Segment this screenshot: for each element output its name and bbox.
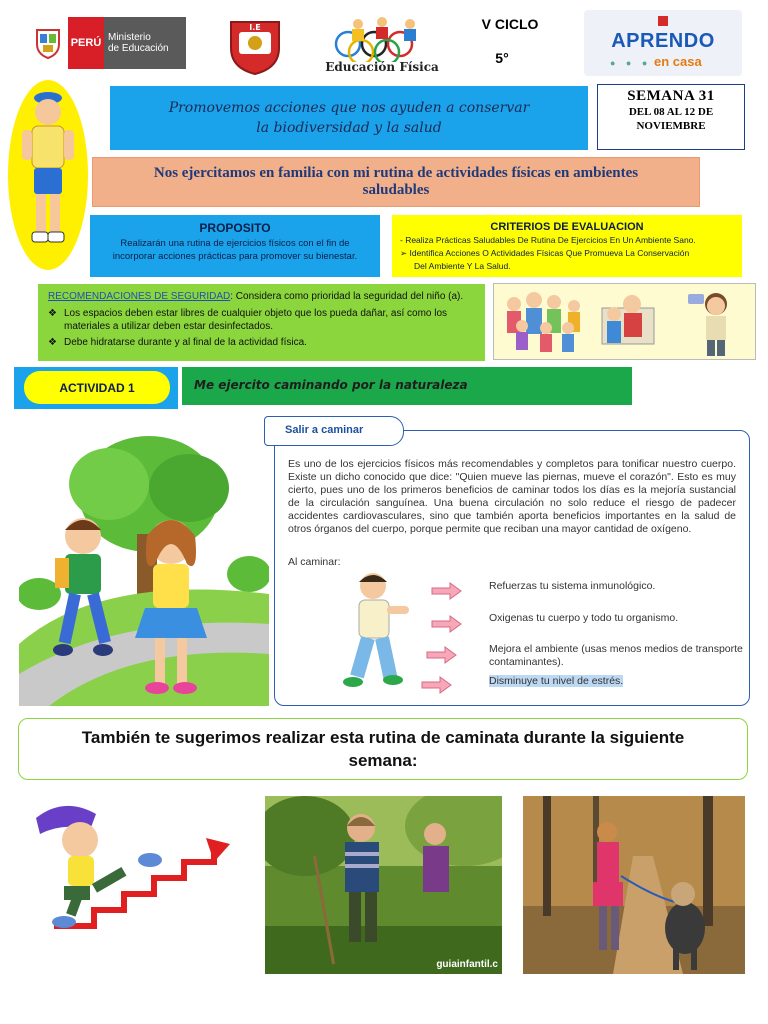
safety-item-2: ❖ Debe hidratarse durante y al final de la actividad física. bbox=[48, 336, 475, 349]
walk-card-intro: Al caminar: bbox=[288, 556, 341, 568]
coach-illustration bbox=[8, 80, 88, 270]
week-dates-line2: NOVIEMBRE bbox=[636, 120, 706, 132]
walk-card-paragraph: Es uno de los ejercicios físicos más recomendables y completos para tonificar nuestro cuerpo. Existe un dicho conocido que dice: "Quien mueve las piernas, mueve el corazón". Esto es muy cierto, pues uno de los primeros beneficios de caminar todos los días es la mejoría sustancial de la circulación sanguínea. Una buena circulación no solo reduce el riesgo de padecer accidentes cardiovasculares, sino que también aporta beneficios importantes en la salud de otros órganos del cuerpo, porque permite que reciban una mayor cantidad de oxígeno. bbox=[288, 458, 736, 536]
ministry-name: Ministerio de Educación bbox=[108, 32, 169, 54]
arrow-right-icon bbox=[430, 615, 462, 633]
theme-line1: Promovemos acciones que nos ayuden a conservar bbox=[168, 100, 530, 116]
walk-card-tab bbox=[264, 416, 404, 446]
walk-card-tab-label: Salir a caminar bbox=[285, 424, 364, 436]
benefit-item-4: Disminuye tu nivel de estrés. bbox=[489, 675, 624, 687]
grade-label: 5° bbox=[495, 50, 509, 66]
coat-of-arms-icon bbox=[28, 17, 68, 69]
walking-boy-illustration bbox=[335, 568, 415, 696]
cycle-label: V CICLO bbox=[481, 16, 539, 32]
benefit-item-1: Refuerzas tu sistema inmunológico. bbox=[489, 580, 656, 592]
children-hiking-photo bbox=[265, 796, 502, 974]
boy-climbing-stairs-illustration bbox=[24, 800, 234, 930]
suggestion-box: También te sugerimos realizar esta rutina de caminata durante la siguiente semana: bbox=[18, 718, 748, 780]
photo-watermark: guiainfantil.c bbox=[436, 959, 498, 970]
safety-recommendations bbox=[38, 284, 485, 361]
physical-education-logo bbox=[318, 14, 446, 76]
safety-heading-text: : Considera como prioridad la seguridad del niño (a). bbox=[230, 291, 464, 302]
arrow-right-icon bbox=[425, 646, 457, 664]
criteria-box bbox=[392, 215, 742, 277]
benefit-item-3: Mejora el ambiente (usas menos medios de transporte contaminantes). bbox=[489, 643, 743, 669]
arrow-right-icon bbox=[430, 582, 462, 600]
aprendo-en-casa-logo bbox=[584, 10, 742, 76]
criteria-item-1: - Realiza Prácticas Saludables De Rutina De Ejercicios En Un Ambiente Sano. bbox=[400, 235, 696, 245]
criteria-title: CRITERIOS DE EVALUACION bbox=[490, 221, 644, 233]
family-hygiene-illustration bbox=[493, 283, 756, 360]
subtitle-banner: Nos ejercitamos en familia con mi rutina de actividades físicas en ambientes saludables bbox=[92, 157, 700, 207]
purpose-box bbox=[90, 215, 380, 277]
program-title: APRENDO bbox=[611, 30, 715, 52]
shield-icon bbox=[656, 14, 670, 28]
ministry-logo bbox=[28, 17, 186, 69]
activity-label: ACTIVIDAD 1 bbox=[24, 371, 170, 404]
kids-walking-illustration bbox=[19, 424, 269, 706]
theme-banner bbox=[110, 86, 588, 150]
school-crest-icon bbox=[225, 18, 285, 76]
dots-decoration: ● ● ● bbox=[610, 58, 652, 68]
criteria-item-2-cont: Del Ambiente Y La Salud. bbox=[414, 261, 511, 271]
activity-title: Me ejercito caminando por la naturaleza bbox=[194, 378, 468, 392]
svg-text:I.E: I.E bbox=[249, 23, 261, 32]
benefit-item-2: Oxigenas tu cuerpo y todo tu organismo. bbox=[489, 612, 679, 624]
subject-label: Educación Física bbox=[325, 60, 439, 74]
purpose-title: PROPOSITO bbox=[199, 221, 271, 235]
arrow-right-icon bbox=[420, 676, 452, 694]
week-dates-line1: DEL 08 AL 12 DE bbox=[628, 106, 714, 118]
program-subtitle: en casa bbox=[654, 54, 702, 69]
activity-badge bbox=[14, 367, 178, 409]
week-box bbox=[597, 84, 745, 150]
safety-heading-label: RECOMENDACIONES DE SEGURIDAD bbox=[48, 291, 231, 302]
theme-line2: la biodiversidad y la salud bbox=[256, 120, 442, 136]
safety-item-1: ❖ Los espacios deben estar libres de cualquier objeto que los pueda dañar, así como los materiales a utilizar deben estar desinfectados. bbox=[48, 307, 475, 333]
girl-walking-dog-photo bbox=[523, 796, 745, 974]
safety-heading bbox=[48, 290, 475, 304]
criteria-item-2: ➢ Identifica Acciones O Actividades Físicas Que Promueva La Conservación bbox=[400, 248, 690, 258]
week-title: SEMANA 31 bbox=[627, 88, 715, 104]
purpose-body: Realizarán una rutina de ejercicios físicos con el fin de incorporar acciones prácticas para promover su bienestar. bbox=[112, 238, 358, 262]
activity-title-bar bbox=[182, 367, 632, 405]
country-label: PERÚ bbox=[68, 17, 104, 69]
